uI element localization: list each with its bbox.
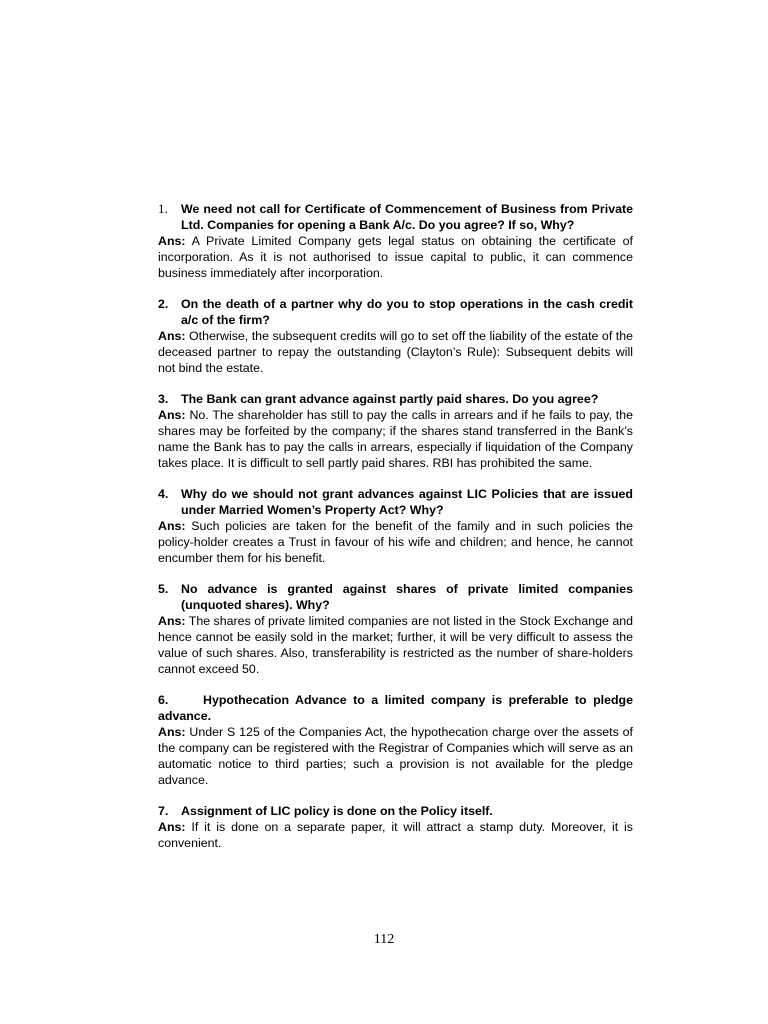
answer-1 — [158, 233, 633, 281]
answer-text: A Private Limited Company gets legal status on obtaining the certificate of incorporation. As it is not authorised to issue capital to public, it can commence business immediately after incorporation. — [158, 234, 633, 280]
qa-list — [158, 201, 633, 866]
page-number: 112 — [373, 932, 395, 947]
question-number: 4. — [158, 487, 169, 501]
answer-3 — [158, 407, 633, 471]
question-number: 6. — [158, 693, 169, 707]
question-2 — [158, 296, 633, 328]
qa-item-6 — [158, 692, 633, 788]
answer-label: Ans: — [158, 725, 186, 739]
answer-text: The shares of private limited companies are not listed in the Stock Exchange and hence cannot be easily sold in the market; further, it will be very difficult to assess the value of such shares. Also, transferability is restricted as the number of share-holders cannot exceed 50. — [158, 614, 634, 676]
answer-text: Under S 125 of the Companies Act, the hypothecation charge over the assets of the company can be registered with the Registrar of Companies which will serve as an automatic notice to third parties; such a provision is not available for the pledge advance. — [158, 725, 633, 787]
question-5 — [158, 581, 633, 613]
question-number: 7. — [158, 804, 169, 818]
answer-label: Ans: — [158, 519, 186, 533]
question-number: 2. — [158, 297, 169, 311]
question-7 — [158, 803, 633, 819]
answer-label: Ans: — [158, 408, 186, 422]
answer-text: Otherwise, the subsequent credits will go to set off the liability of the estate of the deceased partner to repay the outstanding (Clayton’s Rule): Subsequent debits will not bind the estate. — [158, 329, 633, 375]
qa-item-1 — [158, 201, 633, 281]
answer-label: Ans: — [158, 614, 186, 628]
question-1 — [158, 201, 633, 233]
question-number: 5. — [158, 582, 169, 596]
answer-label: Ans: — [158, 329, 186, 343]
qa-item-3 — [158, 391, 633, 471]
answer-text: If it is done on a separate paper, it will attract a stamp duty. Moreover, it is convenient. — [158, 820, 633, 850]
question-number: 3. — [158, 392, 169, 406]
answer-6 — [158, 724, 633, 788]
question-text: Hypothecation Advance to a limited company is preferable to pledge advance. — [158, 693, 633, 723]
answer-4 — [158, 518, 633, 566]
question-6 — [158, 692, 633, 724]
question-3 — [158, 391, 633, 407]
question-text: We need not call for Certificate of Commencement of Business from Private Ltd. Companies for opening a Bank A/c. Do you agree? If so, Why? — [181, 202, 633, 232]
answer-label: Ans: — [158, 820, 186, 834]
question-text: Assignment of LIC policy is done on the Policy itself. — [181, 804, 493, 818]
qa-item-5 — [158, 581, 633, 677]
answer-7 — [158, 819, 633, 851]
question-number: 1. — [158, 201, 168, 216]
qa-item-4 — [158, 486, 633, 566]
answer-2 — [158, 328, 633, 376]
question-4 — [158, 486, 633, 518]
answer-text: No. The shareholder has still to pay the calls in arrears and if he fails to pay, the shares may be forfeited by the company; if the shares stand transferred in the Bank’s name the Bank has to pay the calls in arrears, especially if liquidation of the Company takes place. It is difficult to sell partly paid shares. RBI has prohibited the same. — [158, 408, 634, 470]
answer-5 — [158, 613, 633, 677]
question-text: Why do we should not grant advances against LIC Policies that are issued under Married Women’s Property Act? Why? — [181, 487, 633, 517]
qa-item-2 — [158, 296, 633, 376]
qa-item-7 — [158, 803, 633, 851]
answer-text: Such policies are taken for the benefit of the family and in such policies the policy-holder creates a Trust in favour of his wife and children; and hence, he cannot encumber them for his benefit. — [158, 519, 633, 565]
question-text: The Bank can grant advance against partly paid shares. Do you agree? — [181, 392, 599, 406]
question-text: On the death of a partner why do you to stop operations in the cash credit a/c of the firm? — [181, 297, 633, 327]
answer-label: Ans: — [158, 234, 186, 248]
question-text: No advance is granted against shares of private limited companies (unquoted shares). Why? — [181, 582, 633, 612]
